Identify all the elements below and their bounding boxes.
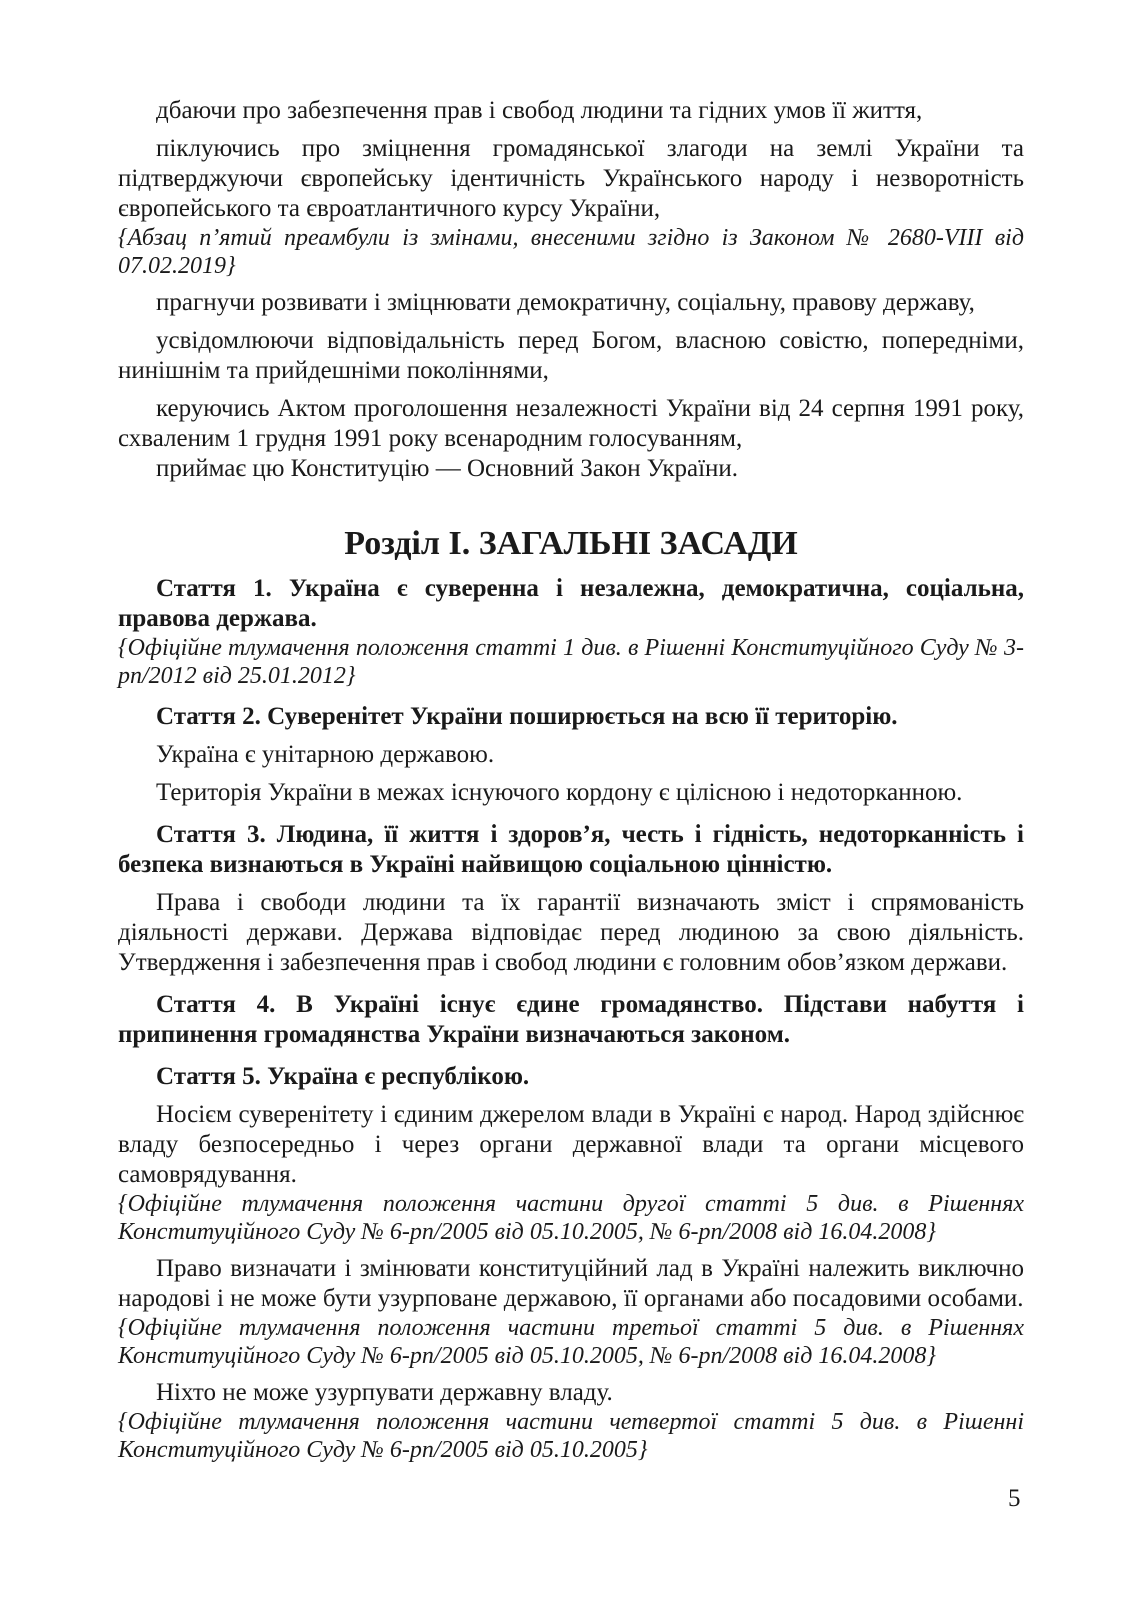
preamble-paragraph: прагнучи розвивати і зміцнювати демократичну, соціальну, правову державу, [156,289,975,316]
interpretation-note: {Офіційне тлумачення положення частини четвертої статті 5 див. в Рішенні Конституційного Суду № 6-рп/2005 від 05.10.2005} [118,1409,1024,1463]
preamble-paragraph: усвідомлюючи відповідальність перед Богом, власною совістю, попередніми, нинішнім та прийдешніми поколіннями, [118,327,1024,384]
article-1-heading: Стаття 1. Україна є суверенна і незалежна, демократична, соціальна, правова держава. [118,575,1024,632]
section-title: Розділ I. ЗАГАЛЬНІ ЗАСАДИ [344,525,798,562]
preamble-paragraph: дбаючи про забезпечення прав і свобод людини та гідних умов її життя, [156,97,923,124]
article-paragraph: Україна є унітарною державою. [156,741,495,768]
article-3-heading: Стаття 3. Людина, її життя і здоров’я, честь і гідність, недоторканність і безпека визнаються в Україні найвищою соціальною цінністю. [118,821,1024,878]
interpretation-note: {Офіційне тлумачення положення статті 1 див. в Рішенні Конституційного Суду № 3-рп/2012 від 25.01.2012} [118,635,1024,689]
interpretation-note: {Офіційне тлумачення положення частини другої статті 5 див. в Рішеннях Конституційного Суду № 6-рп/2005 від 05.10.2005, № 6-рп/2008 від 16.04.2008} [118,1191,1024,1245]
article-2-heading: Стаття 2. Суверенітет України поширюється на всю її територію. [156,703,898,730]
article-paragraph: Ніхто не може узурпувати державну владу. [156,1379,613,1406]
article-paragraph: Право визначати і змінювати конституційний лад в Україні належить виключно народові і не може бути узурповане державою, її органами або посадовими особами. [118,1255,1024,1312]
article-paragraph: Територія України в межах існуючого кордону є цілісною і недоторканною. [156,779,963,806]
document-page [118,96,1024,1464]
article-5-heading: Стаття 5. Україна є республікою. [156,1063,530,1090]
preamble-paragraph: піклуючись про зміцнення громадянської злагоди на землі України та підтверджуючи європейську ідентичність Українського народу і незворотність європейського та євроатлантичного курсу України, [118,135,1024,222]
article-paragraph: Права і свободи людини та їх гарантії визначають зміст і спрямованість діяльності держави. Держава відповідає перед людиною за свою діяльність. Утвердження і забезпечення прав і свобод людини є головним обов’язком держави. [118,889,1024,976]
amendment-note: {Абзац п’ятий преамбули із змінами, внесеними згідно із Законом № 2680-VIII від 07.02.2019} [118,225,1024,279]
preamble-paragraph: приймає цю Конституцію — Основний Закон України. [156,455,739,482]
interpretation-note: {Офіційне тлумачення положення частини третьої статті 5 див. в Рішеннях Конституційного Суду № 6-рп/2005 від 05.10.2005, № 6-рп/2008 від 16.04.2008} [118,1315,1024,1369]
preamble-paragraph: керуючись Актом проголошення незалежності України від 24 серпня 1991 року, схваленим 1 грудня 1991 року всенародним голосуванням, [118,395,1024,452]
page-number: 5 [1008,1485,1021,1512]
article-4-heading: Стаття 4. В Україні існує єдине громадянство. Підстави набуття і припинення громадянства України визначаються законом. [118,991,1024,1048]
article-paragraph: Носієм суверенітету і єдиним джерелом влади в Україні є народ. Народ здійснює владу безпосередньо і через органи державної влади та органи місцевого самоврядування. [118,1101,1024,1188]
